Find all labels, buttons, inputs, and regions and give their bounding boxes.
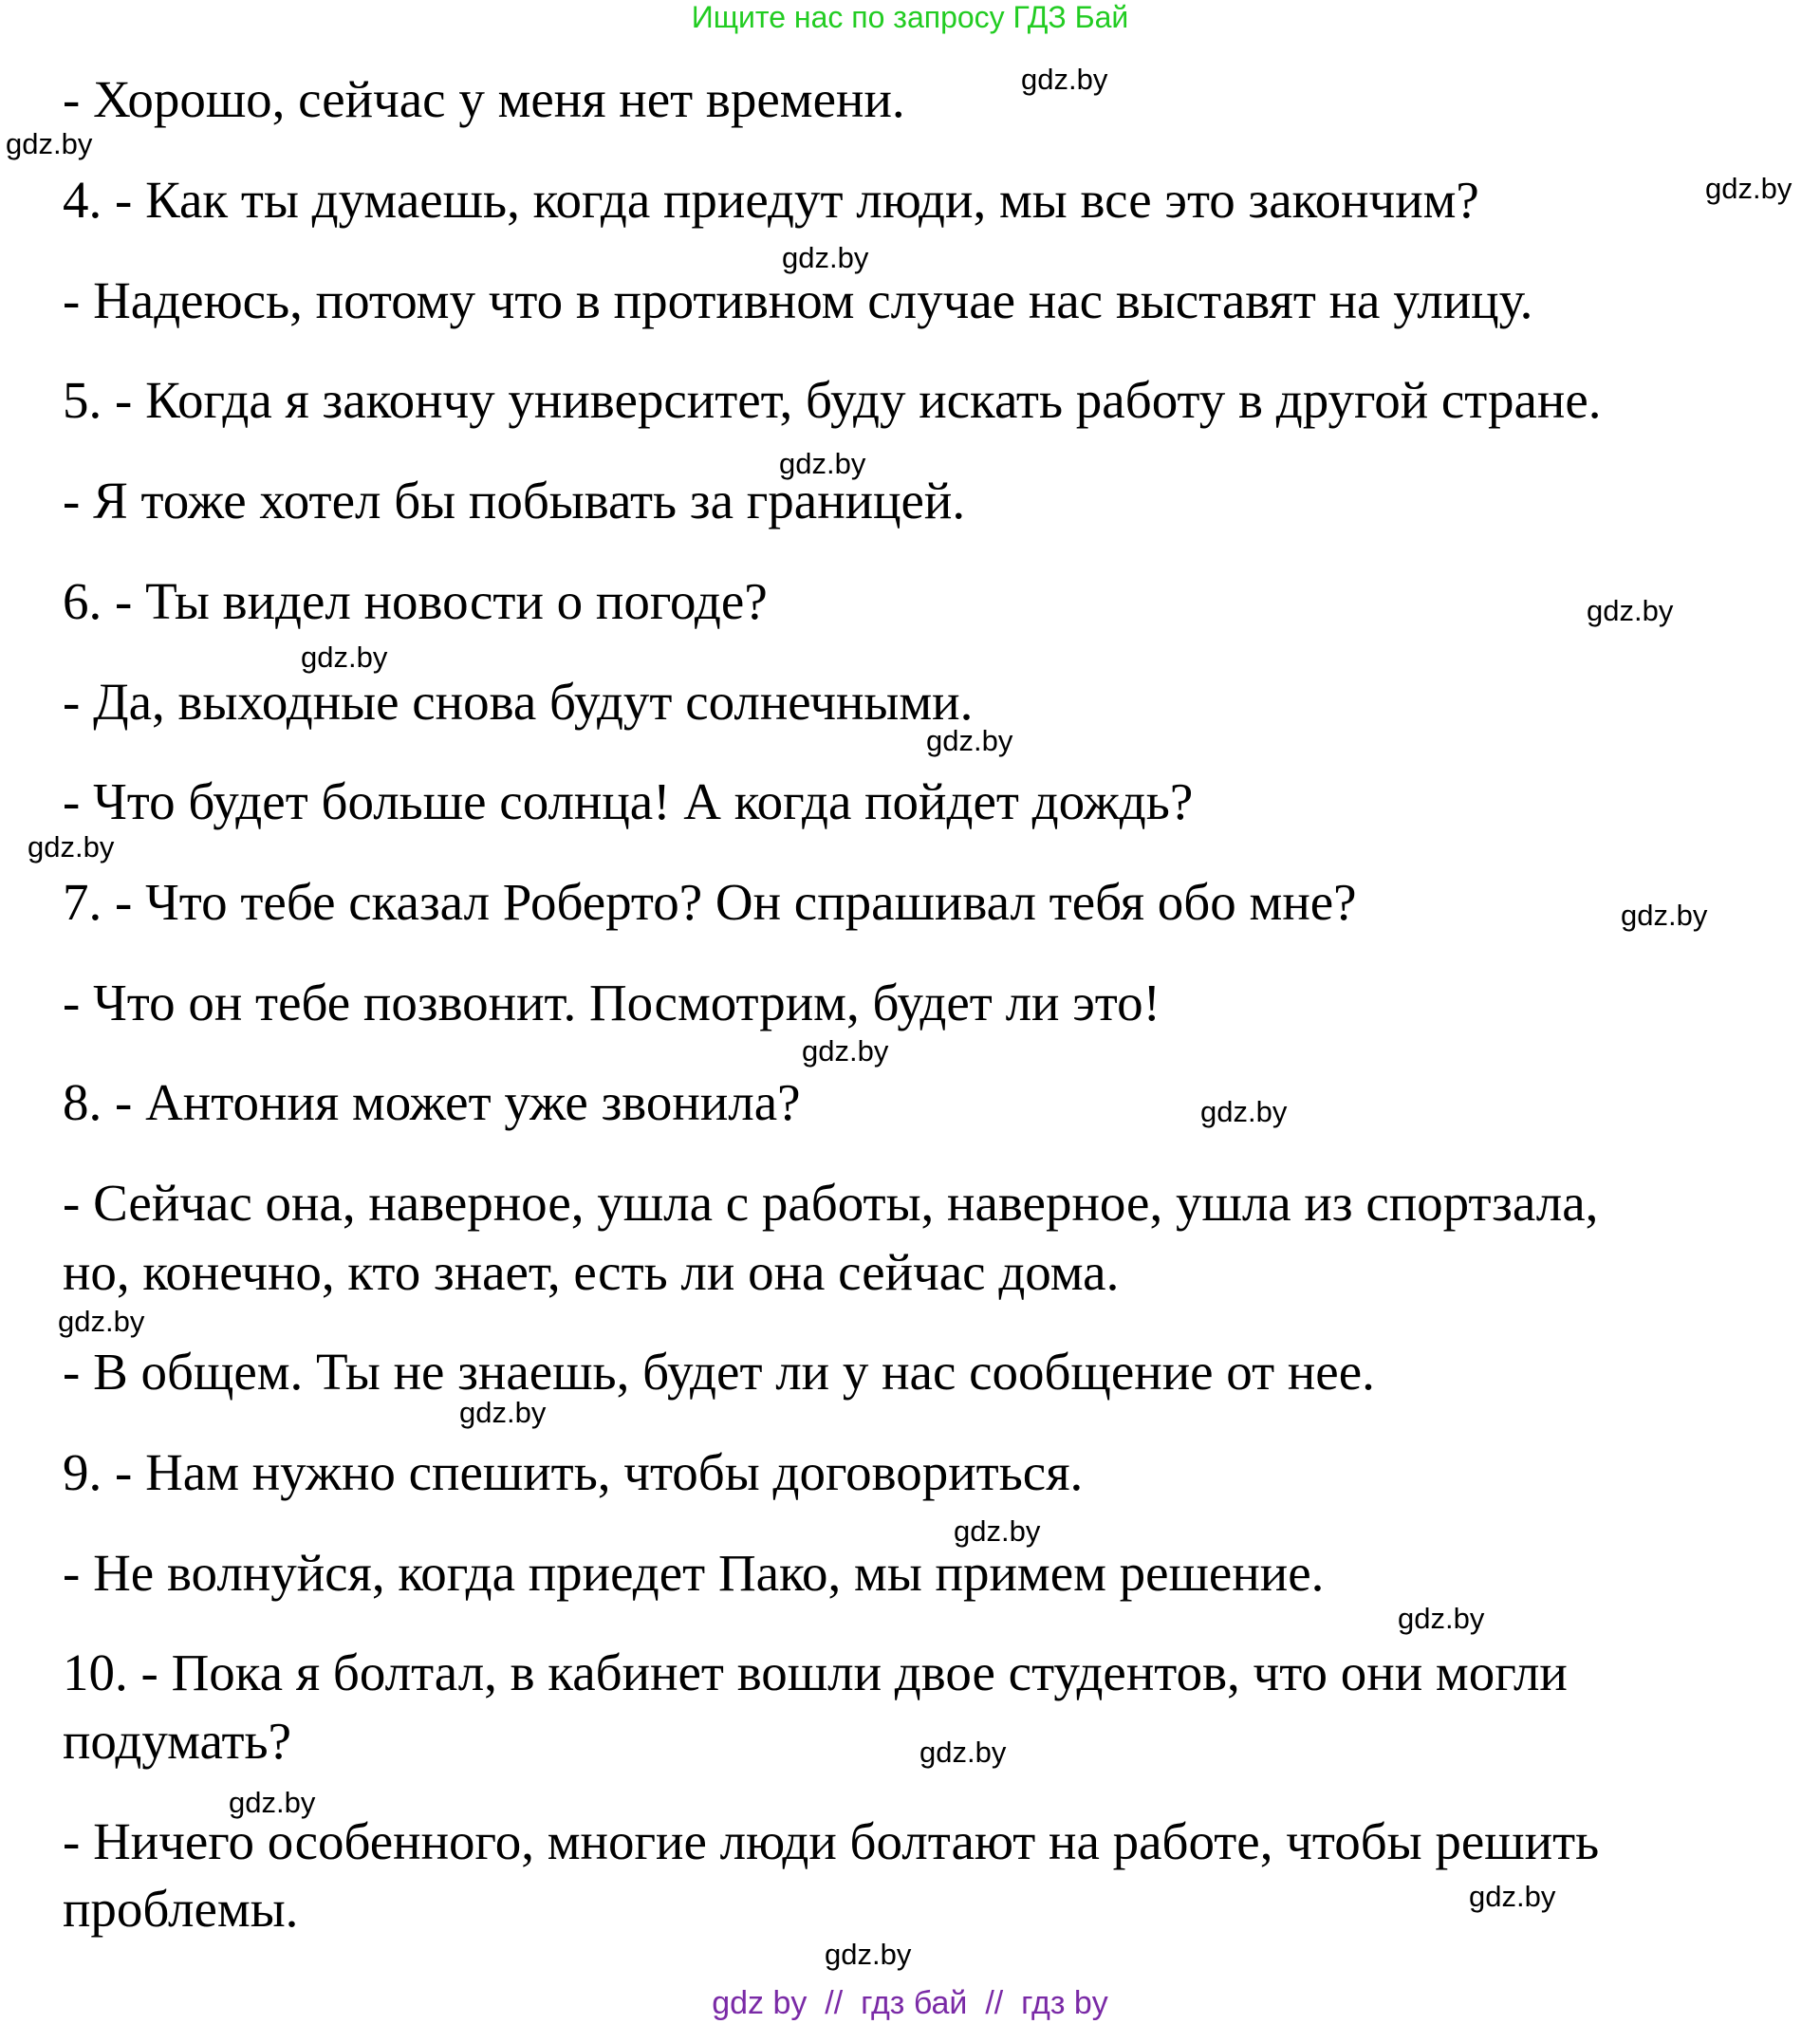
dialogue-line: - Да, выходные снова будут солнечными. [63,673,974,731]
dialogue-line: 4. - Как ты думаешь, когда приедут люди, мы все это закончим? [63,171,1479,229]
dialogue-line: но, конечно, кто знает, есть ли она сейчас дома. [63,1243,1120,1301]
watermark: gdz.by [919,1736,1007,1769]
dialogue-line: - Что он тебе позвонит. Посмотрим, будет ли это! [63,974,1161,1031]
watermark: gdz.by [926,724,1013,757]
dialogue-line: - Не волнуйся, когда приедет Пако, мы примем решение. [63,1544,1325,1602]
watermark: gdz.by [954,1514,1041,1548]
dialogue-line: - Надеюсь, потому что в противном случае нас выставят на улицу. [63,271,1533,329]
watermark: gdz.by [779,447,866,480]
watermark: gdz.by [1021,63,1108,96]
watermark: gdz.by [58,1305,145,1338]
watermark: gdz.by [782,241,869,274]
watermark: gdz.by [802,1034,889,1068]
watermark: gdz.by [229,1786,316,1819]
dialogue-line: - Хорошо, сейчас у меня нет времени. [63,70,905,128]
dialogue-line: - Ничего особенного, многие люди болтают на работе, чтобы решить [63,1812,1600,1870]
dialogue-line: - Я тоже хотел бы побывать за границей. [63,472,966,529]
dialogue-line: подумать? [63,1712,292,1770]
dialogue-line: - В общем. Ты не знаешь, будет ли у нас сообщение от нее. [63,1343,1375,1401]
dialogue-line: 8. - Антония может уже звонила? [63,1073,801,1131]
dialogue-line: 9. - Нам нужно спешить, чтобы договориться. [63,1443,1084,1501]
dialogue-line: проблемы. [63,1880,299,1938]
watermark: gdz.by [1469,1880,1556,1913]
watermark: gdz.by [825,1938,912,1971]
dialogue-line: - Что будет больше солнца! А когда пойдет дождь? [63,772,1194,830]
footer-banner: gdz by // гдз бай // гдз by [712,1985,1108,2021]
dialogue-line: 6. - Ты видел новости о погоде? [63,572,768,630]
dialogue-line: 10. - Пока я болтал, в кабинет вошли двое студентов, что они могли [63,1643,1568,1701]
page-header-banner: Ищите нас по запросу ГДЗ Бай [691,0,1129,34]
watermark: gdz.by [6,127,93,160]
watermark: gdz.by [1621,899,1708,932]
watermark: gdz.by [1398,1602,1485,1635]
watermark: gdz.by [1587,594,1674,627]
watermark: gdz.by [28,830,115,863]
watermark: gdz.by [459,1396,547,1429]
watermark: gdz.by [301,641,388,674]
dialogue-line: 7. - Что тебе сказал Роберто? Он спрашивал тебя обо мне? [63,873,1357,931]
dialogue-line: - Сейчас она, наверное, ушла с работы, наверное, ушла из спортзала, [63,1174,1599,1232]
watermark: gdz.by [1705,172,1792,205]
watermark: gdz.by [1200,1095,1288,1128]
dialogue-line: 5. - Когда я закончу университет, буду искать работу в другой стране. [63,371,1602,429]
